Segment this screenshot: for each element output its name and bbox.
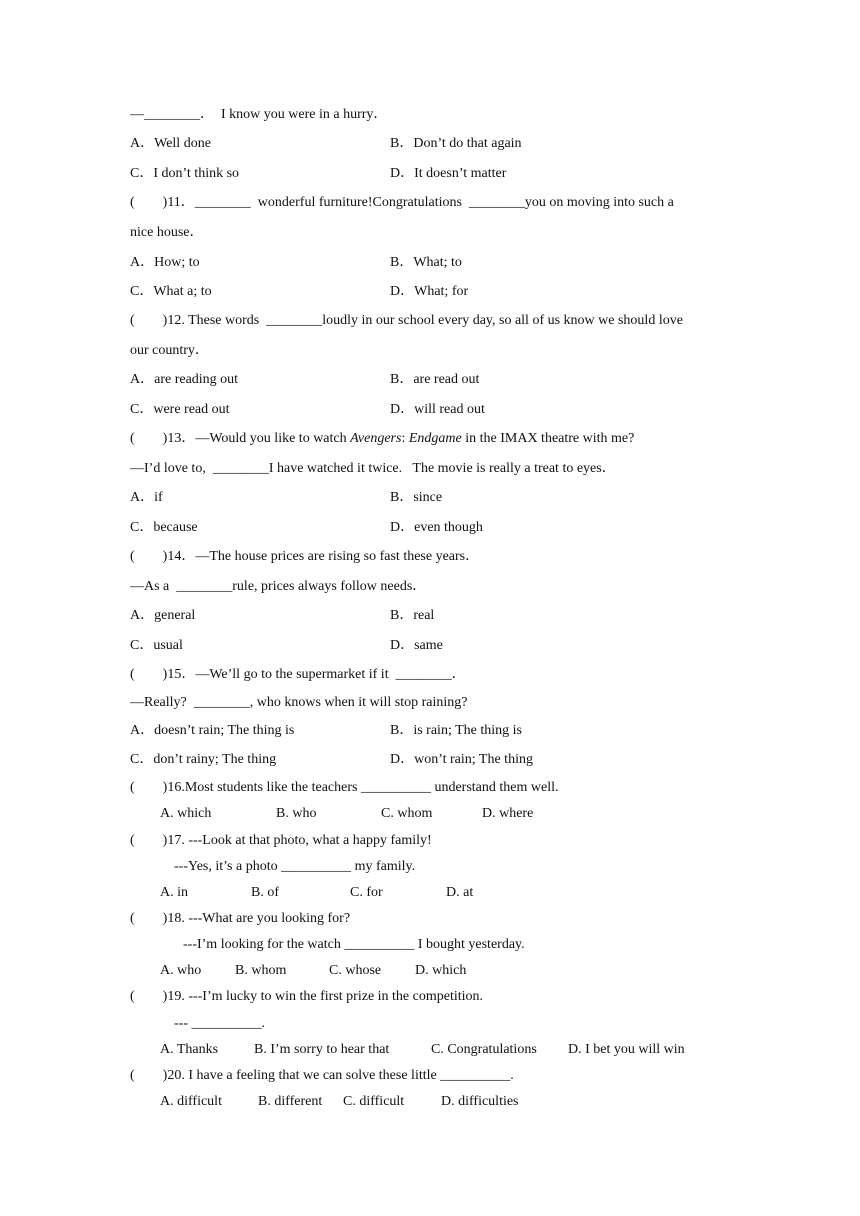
q12-option-a: A．are reading out: [130, 372, 239, 387]
q17-option-b: B. of: [251, 885, 279, 900]
q15-option-d: D．won’t rain; The thing: [390, 752, 533, 767]
q17-option-d: D. at: [446, 885, 474, 900]
q14-option-d: D．same: [390, 638, 443, 653]
q18-option-b: B. whom: [235, 963, 287, 978]
q11-stem-cont: nice house．: [130, 225, 204, 240]
q17-stem-cont: ---Yes, it’s a photo __________ my family.: [174, 859, 416, 874]
q14-stem: ( )14．—The house prices are rising so fast these years．: [130, 549, 480, 564]
q18-stem-cont: ---I’m looking for the watch __________ I bought yesterday.: [183, 937, 525, 952]
q19-option-b: B. I’m sorry to hear that: [254, 1042, 390, 1057]
q10-stem: —________． I know you were in a hurry．: [130, 107, 388, 122]
q12-option-c: C．were read out: [130, 402, 230, 417]
q18-stem: ( )18. ---What are you looking for?: [130, 911, 351, 926]
q13-stem-pre: ( )13．—Would you like to watch: [130, 431, 351, 446]
q19-stem: ( )19. ---I’m lucky to win the first prize in the competition.: [130, 989, 484, 1004]
q13-stem-post: in the IMAX theatre with me?: [461, 431, 635, 446]
q16-option-d: D. where: [482, 806, 534, 821]
q13-option-d: D．even though: [390, 520, 483, 535]
q16-option-a: A. which: [160, 806, 212, 821]
q13-option-c: C．because: [130, 520, 198, 535]
q16-option-b: B. who: [276, 806, 317, 821]
q15-option-b: B．is rain; The thing is: [390, 723, 522, 738]
q13-stem-cont: —I’d love to, ________I have watched it twice. The movie is really a treat to eyes．: [130, 461, 616, 476]
q10-option-c: C．I don’t think so: [130, 166, 240, 181]
q15-option-c: C．don’t rainy; The thing: [130, 752, 277, 767]
q16-stem: ( )16.Most students like the teachers __________ understand them well.: [130, 780, 559, 795]
q12-option-d: D．will read out: [390, 402, 485, 417]
q12-stem-cont: our country．: [130, 343, 209, 358]
q13-stem-colon: :: [401, 431, 409, 446]
q18-option-c: C. whose: [329, 963, 382, 978]
q11-option-d: D．What; for: [390, 284, 469, 299]
q16-option-c: C. whom: [381, 806, 433, 821]
q19-stem-cont: --- __________.: [174, 1016, 265, 1031]
q13-title-part2: Endgame: [408, 431, 462, 446]
q13-option-b: B．since: [390, 490, 443, 505]
q20-option-c: C. difficult: [343, 1094, 405, 1109]
q20-option-b: B. different: [258, 1094, 323, 1109]
q10-option-b: B．Don’t do that again: [390, 136, 522, 151]
q15-stem: ( )15．—We’ll go to the supermarket if it ________．: [130, 667, 466, 682]
q15-option-a: A．doesn’t rain; The thing is: [130, 723, 295, 738]
q11-option-a: A．How; to: [130, 255, 200, 270]
q11-option-b: B．What; to: [390, 255, 462, 270]
q17-option-c: C. for: [350, 885, 383, 900]
q12-option-b: B．are read out: [390, 372, 480, 387]
q17-stem: ( )17. ---Look at that photo, what a happy family!: [130, 833, 432, 848]
q13-title-part1: Avengers: [350, 431, 402, 446]
q19-option-a: A. Thanks: [160, 1042, 219, 1057]
q14-stem-cont: —As a ________rule, prices always follow needs．: [130, 579, 427, 594]
q18-option-a: A. who: [160, 963, 202, 978]
q18-option-d: D. which: [415, 963, 467, 978]
q14-option-b: B．real: [390, 608, 435, 623]
q13-stem: [130, 430, 634, 448]
q11-stem: ( )11．________ wonderful furniture!Congratulations ________you on moving into such a: [130, 195, 674, 210]
q20-option-a: A. difficult: [160, 1094, 222, 1109]
q14-option-c: C．usual: [130, 638, 183, 653]
q19-option-d: D. I bet you will win: [568, 1042, 685, 1057]
q13-option-a: A．if: [130, 490, 163, 505]
q10-option-a: A．Well done: [130, 136, 211, 151]
q14-option-a: A．general: [130, 608, 196, 623]
q15-stem-cont: —Really? ________, who knows when it will stop raining?: [130, 695, 468, 710]
q17-option-a: A. in: [160, 885, 188, 900]
q19-option-c: C. Congratulations: [431, 1042, 537, 1057]
q11-option-c: C．What a; to: [130, 284, 212, 299]
q10-option-d: D．It doesn’t matter: [390, 166, 507, 181]
q12-stem: ( )12. These words ________loudly in our school every day, so all of us know we should love: [130, 313, 683, 328]
q20-stem: ( )20. I have a feeling that we can solve these little __________.: [130, 1068, 514, 1083]
q20-option-d: D. difficulties: [441, 1094, 519, 1109]
